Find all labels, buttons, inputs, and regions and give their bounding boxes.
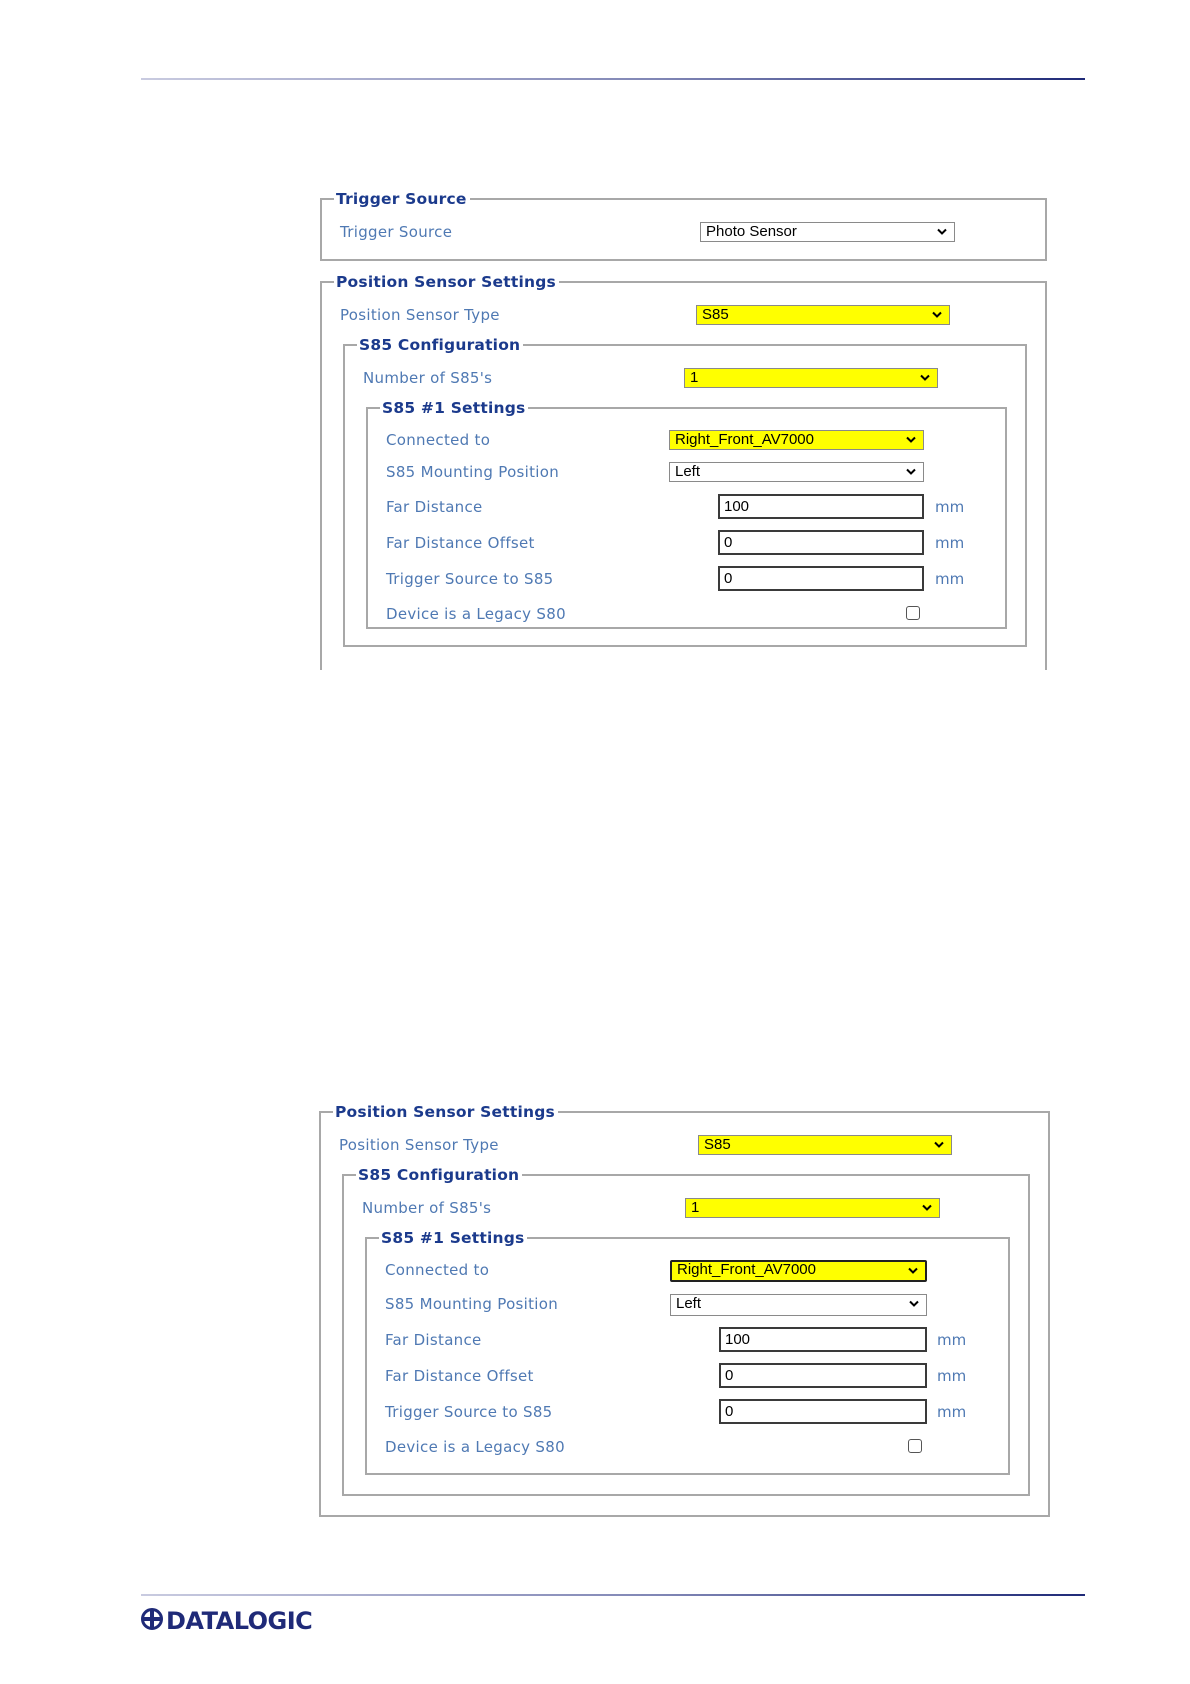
mounting-position-label: S85 Mounting Position [386, 463, 560, 481]
mounting-position-label-2: S85 Mounting Position [385, 1295, 559, 1313]
chevron-down-icon [908, 1267, 918, 1275]
trigger-to-s85-label: Trigger Source to S85 [386, 570, 554, 588]
far-distance-offset-unit-2: mm [937, 1367, 967, 1385]
position-sensor-type-select-2[interactable] [698, 1135, 952, 1155]
legacy-s80-checkbox[interactable] [906, 606, 920, 620]
position-sensor-legend-2: Position Sensor Settings [333, 1102, 558, 1122]
chevron-down-icon [922, 1204, 932, 1212]
connected-to-select-2[interactable] [670, 1260, 927, 1282]
connected-to-label: Connected to [386, 431, 491, 449]
position-sensor-type-label-2: Position Sensor Type [339, 1136, 499, 1154]
datalogic-logo [141, 1608, 312, 1634]
s85-unit-settings-legend-2: S85 #1 Settings [379, 1228, 527, 1248]
far-distance-label: Far Distance [386, 498, 483, 516]
connected-to-value-2: Right_Front_AV7000 [677, 1261, 816, 1278]
far-distance-offset-input-2[interactable]: 0 [719, 1363, 927, 1388]
chevron-down-icon [920, 374, 930, 382]
far-distance-offset-input[interactable]: 0 [718, 530, 924, 555]
connected-to-select[interactable] [669, 430, 924, 450]
mounting-position-select-2[interactable] [670, 1294, 927, 1316]
trigger-to-s85-input[interactable]: 0 [718, 566, 924, 591]
trigger-to-s85-label-2: Trigger Source to S85 [385, 1403, 553, 1421]
mounting-position-value-2: Left [676, 1295, 702, 1312]
trigger-source-legend: Trigger Source [334, 189, 470, 209]
s85-unit-settings-legend: S85 #1 Settings [380, 398, 528, 418]
s85-unit-settings-fieldset [366, 399, 1007, 629]
position-sensor-type-value: S85 [702, 306, 729, 323]
position-sensor-type-value-2: S85 [704, 1136, 731, 1153]
far-distance-offset-label: Far Distance Offset [386, 534, 535, 552]
chevron-down-icon [932, 311, 942, 319]
footer-rule [141, 1594, 1085, 1596]
s85-count-select-2[interactable] [685, 1198, 940, 1218]
far-distance-input[interactable]: 100 [718, 494, 924, 519]
trigger-to-s85-unit: mm [935, 570, 965, 588]
trigger-to-s85-unit-2: mm [937, 1403, 967, 1421]
mounting-position-select[interactable] [669, 462, 924, 482]
legacy-s80-checkbox-2[interactable] [908, 1439, 922, 1453]
s85-count-label: Number of S85's [363, 369, 493, 387]
position-sensor-legend: Position Sensor Settings [334, 272, 559, 292]
chevron-down-icon [934, 1141, 944, 1149]
legacy-s80-label: Device is a Legacy S80 [386, 605, 566, 623]
trigger-source-fieldset [320, 190, 1047, 261]
s85-configuration-fieldset-2 [342, 1166, 1030, 1496]
position-sensor-fieldset-2 [319, 1103, 1050, 1517]
far-distance-label-2: Far Distance [385, 1331, 482, 1349]
chevron-down-icon [937, 228, 947, 236]
far-distance-input-2[interactable]: 100 [719, 1327, 927, 1352]
trigger-source-select[interactable] [700, 222, 955, 242]
s85-configuration-fieldset [343, 336, 1027, 647]
s85-count-label-2: Number of S85's [362, 1199, 492, 1217]
far-distance-offset-label-2: Far Distance Offset [385, 1367, 534, 1385]
s85-configuration-legend: S85 Configuration [357, 335, 523, 355]
position-sensor-type-select[interactable] [696, 305, 950, 325]
trigger-to-s85-input-2[interactable]: 0 [719, 1399, 927, 1424]
position-sensor-type-label: Position Sensor Type [340, 306, 500, 324]
connected-to-label-2: Connected to [385, 1261, 490, 1279]
chevron-down-icon [906, 468, 916, 476]
chevron-down-icon [906, 436, 916, 444]
s85-count-value: 1 [690, 369, 699, 386]
mounting-position-value: Left [675, 463, 701, 480]
legacy-s80-label-2: Device is a Legacy S80 [385, 1438, 565, 1456]
chevron-down-icon [909, 1300, 919, 1308]
far-distance-unit-2: mm [937, 1331, 967, 1349]
s85-count-value-2: 1 [691, 1199, 700, 1216]
far-distance-offset-unit: mm [935, 534, 965, 552]
s85-unit-settings-fieldset-2 [365, 1229, 1010, 1475]
s85-count-select[interactable] [684, 368, 938, 388]
connected-to-value: Right_Front_AV7000 [675, 431, 814, 448]
datalogic-logo-text: DATALOGIC [166, 1607, 313, 1635]
header-rule [141, 78, 1085, 80]
datalogic-logo-icon [141, 1608, 163, 1634]
far-distance-unit: mm [935, 498, 965, 516]
position-sensor-fieldset [320, 273, 1047, 670]
s85-configuration-legend-2: S85 Configuration [356, 1165, 522, 1185]
trigger-source-label: Trigger Source [340, 223, 453, 241]
trigger-source-value: Photo Sensor [706, 223, 797, 240]
